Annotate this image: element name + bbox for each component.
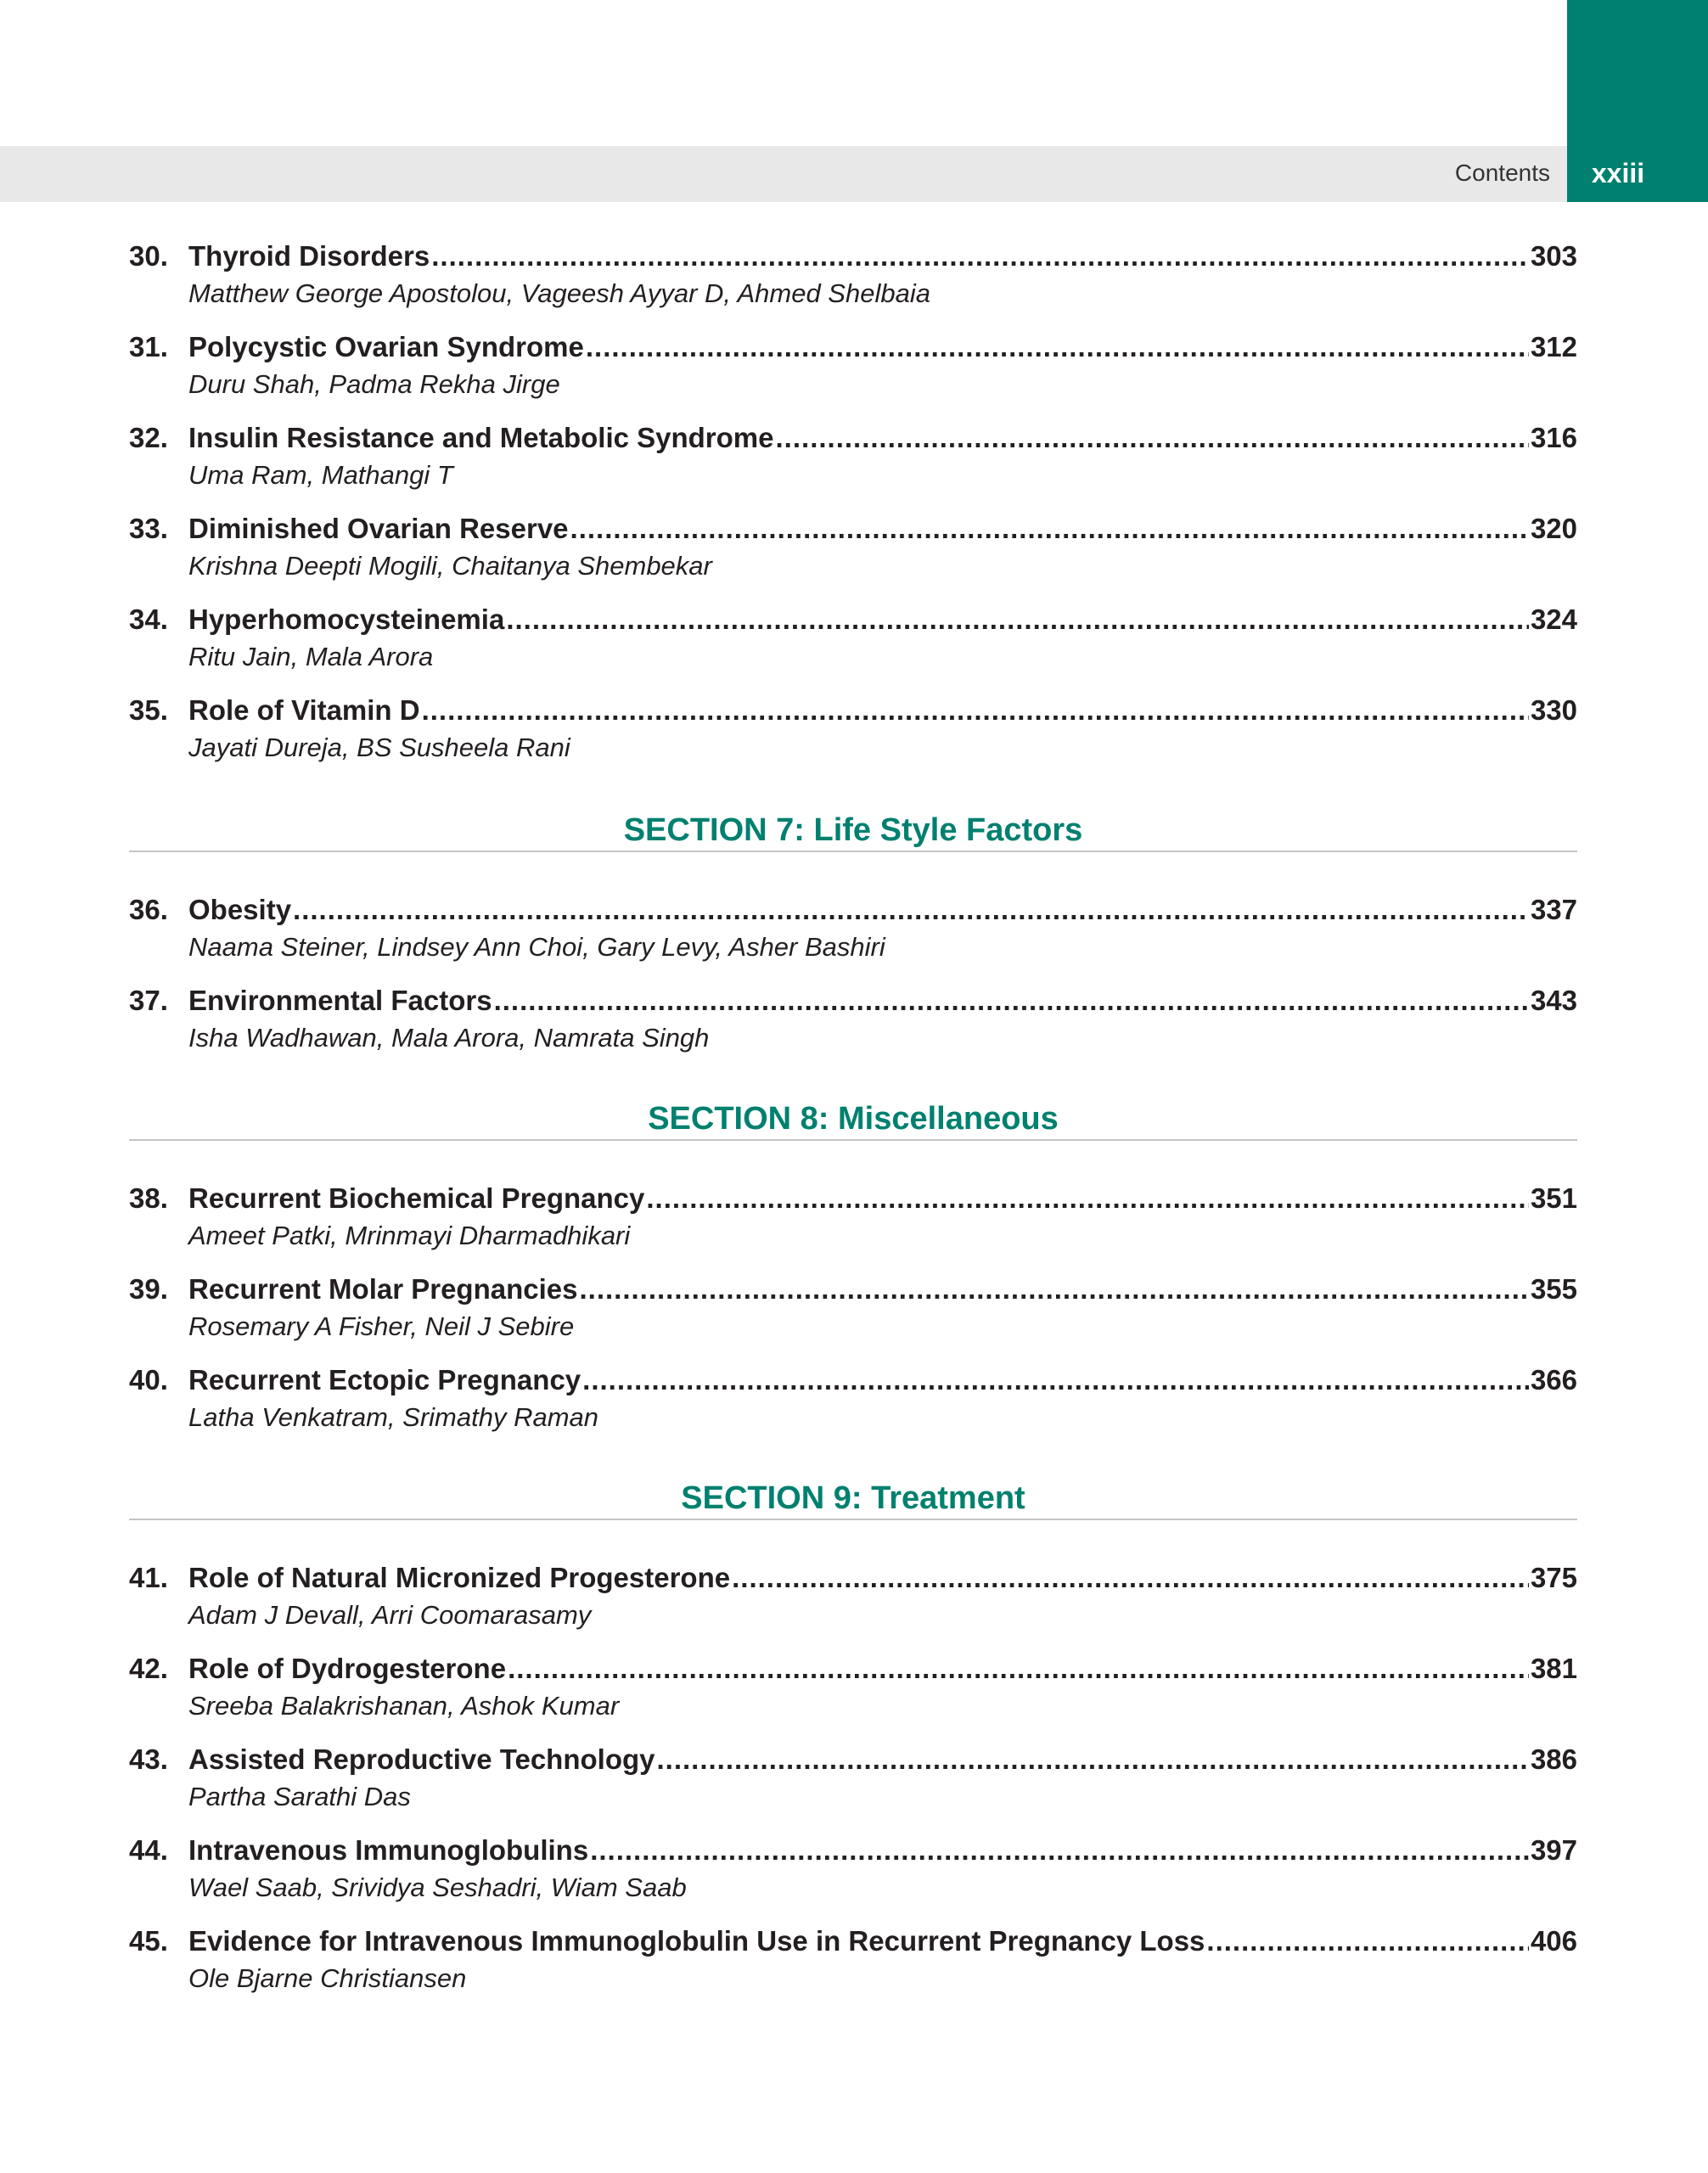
entry-title: Thyroid Disorders [188,240,430,272]
toc-entry-30[interactable] [129,238,1577,312]
entry-page: 366 [1530,1364,1577,1395]
dot-leader [1206,1923,1529,1960]
entry-title: Recurrent Biochemical Pregnancy [188,1182,645,1214]
entry-page: 351 [1530,1182,1577,1214]
dot-leader [580,1271,1529,1308]
toc-entry-33[interactable] [129,510,1577,585]
entry-authors: Wael Saab, Srividya Seshadri, Wiam Saab [188,1873,687,1902]
entry-title: Obesity [188,894,292,925]
entry-authors: Rosemary A Fisher, Neil J Sebire [188,1311,575,1341]
entry-page: 375 [1530,1562,1577,1593]
dot-leader [422,692,1529,729]
entry-title: Diminished Ovarian Reserve [188,513,569,544]
dot-leader [508,1650,1529,1687]
entry-title: Insulin Resistance and Metabolic Syndrome [188,422,774,453]
toc-entry-38[interactable] [129,1180,1577,1255]
entry-page: 386 [1530,1743,1577,1775]
section-rule [129,851,1577,852]
entry-authors: Ole Bjarne Christiansen [188,1963,467,1993]
entry-number: 41. [129,1562,168,1593]
entry-page: 303 [1530,240,1577,272]
dot-leader [506,601,1529,638]
dot-leader [293,891,1529,929]
toc-entry-35[interactable] [129,692,1577,766]
entry-number: 31. [129,331,168,362]
entry-authors: Matthew George Apostolou, Vageesh Ayyar D, Ahmed Shelbaia [188,278,930,308]
entry-number: 33. [129,513,168,544]
dot-leader [776,419,1529,457]
entry-authors: Krishna Deepti Mogili, Chaitanya Shembekar [188,551,712,581]
entry-title: Recurrent Ectopic Pregnancy [188,1364,582,1395]
entry-authors: Ameet Patki, Mrinmayi Dharmadhikari [188,1221,631,1250]
header-band [0,146,1567,202]
entry-number: 40. [129,1364,168,1395]
dot-leader [582,1362,1529,1399]
entry-authors: Uma Ram, Mathangi T [188,460,453,490]
toc-entry-41[interactable] [129,1559,1577,1634]
toc-entry-31[interactable] [129,328,1577,403]
toc-entry-39[interactable] [129,1271,1577,1345]
dot-leader [732,1559,1529,1597]
toc-entry-37[interactable] [129,982,1577,1057]
dot-leader [646,1180,1529,1217]
entry-number: 42. [129,1653,168,1684]
toc-entry-36[interactable] [129,891,1577,966]
entry-page: 316 [1530,422,1577,453]
entry-title: Intravenous Immunoglobulins [188,1834,589,1866]
toc-entry-40[interactable] [129,1362,1577,1436]
entry-title: Role of Dydrogesterone [188,1653,507,1684]
entry-authors: Adam J Devall, Arri Coomarasamy [188,1600,592,1630]
dot-leader [590,1832,1529,1869]
entry-number: 30. [129,240,168,272]
section-rule [129,1519,1577,1520]
running-header-label: Contents [1454,160,1550,186]
toc-entry-32[interactable] [129,419,1577,494]
entry-authors: Latha Venkatram, Srimathy Raman [188,1402,599,1432]
toc-entry-34[interactable] [129,601,1577,676]
entry-page: 337 [1530,894,1577,925]
entry-title: Assisted Reproductive Technology [188,1743,655,1775]
entry-authors: Duru Shah, Padma Rekha Jirge [188,369,560,399]
entry-authors: Partha Sarathi Das [188,1782,411,1811]
dot-leader [431,238,1529,275]
entry-number: 38. [129,1182,168,1214]
entry-number: 37. [129,985,168,1016]
entry-page: 330 [1530,694,1577,726]
dot-leader [494,982,1529,1019]
section-rule [129,1139,1577,1141]
section-heading-9: SECTION 9: Treatment [681,1480,1025,1516]
entry-page: 381 [1530,1653,1577,1684]
entry-number: 45. [129,1925,168,1957]
entry-title: Evidence for Intravenous Immunoglobulin Use in Recurrent Pregnancy Loss [188,1925,1205,1957]
entry-number: 32. [129,422,168,453]
entry-page: 355 [1530,1273,1577,1305]
entry-authors: Naama Steiner, Lindsey Ann Choi, Gary Levy, Asher Bashiri [188,932,885,962]
entry-page: 320 [1530,513,1577,544]
entry-authors: Jayati Dureja, BS Susheela Rani [188,733,570,762]
toc-entry-44[interactable] [129,1832,1577,1906]
entry-number: 35. [129,694,168,726]
entry-number: 43. [129,1743,168,1775]
entry-number: 34. [129,604,168,635]
entry-number: 36. [129,894,168,925]
dot-leader [586,328,1529,366]
toc-entry-42[interactable] [129,1650,1577,1725]
entry-title: Role of Natural Micronized Progesterone [188,1562,731,1593]
entry-title: Recurrent Molar Pregnancies [188,1273,578,1305]
section-heading-8: SECTION 8: Miscellaneous [648,1101,1059,1137]
toc-entry-43[interactable] [129,1741,1577,1816]
entry-title: Hyperhomocysteinemia [188,604,505,635]
entry-authors: Ritu Jain, Mala Arora [188,642,434,671]
entry-page: 397 [1530,1834,1577,1866]
entry-page: 343 [1530,985,1577,1016]
entry-authors: Sreeba Balakrishanan, Ashok Kumar [188,1691,620,1721]
entry-title: Role of Vitamin D [188,694,420,726]
entry-page: 312 [1530,331,1577,362]
entry-page: 324 [1530,604,1577,635]
entry-title: Polycystic Ovarian Syndrome [188,331,584,362]
dot-leader [570,510,1529,547]
page-number: xxiii [1591,158,1645,188]
entry-authors: Isha Wadhawan, Mala Arora, Namrata Singh [188,1023,710,1053]
entry-number: 39. [129,1273,168,1305]
section-heading-7: SECTION 7: Life Style Factors [623,812,1083,848]
entry-title: Environmental Factors [188,985,492,1016]
entry-page: 406 [1530,1925,1577,1957]
dot-leader [657,1741,1529,1778]
entry-number: 44. [129,1834,168,1866]
toc-entry-45[interactable] [129,1923,1577,1997]
